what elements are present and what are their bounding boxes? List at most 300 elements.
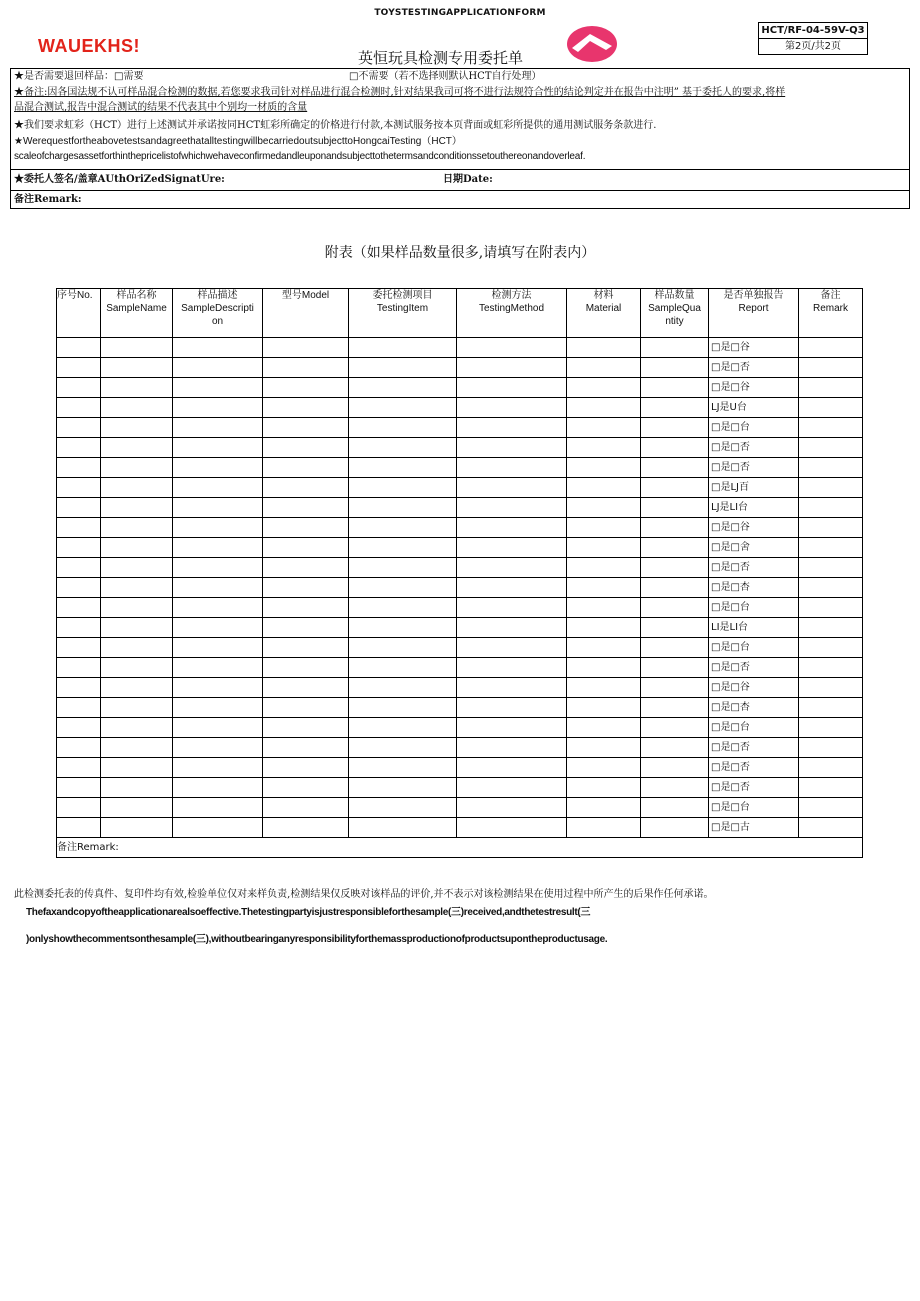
table-cell[interactable] xyxy=(641,818,709,838)
table-cell[interactable] xyxy=(57,418,101,438)
table-cell[interactable] xyxy=(641,538,709,558)
table-row xyxy=(57,618,863,638)
table-cell[interactable] xyxy=(57,518,101,538)
table-remark-row xyxy=(57,838,863,858)
table-cell[interactable] xyxy=(173,698,263,718)
table-cell[interactable] xyxy=(457,598,567,618)
table-cell[interactable] xyxy=(457,498,567,518)
report-checkbox-option[interactable]: LI是LI台 xyxy=(709,618,799,638)
report-checkbox-option[interactable]: □是□否 xyxy=(709,658,799,678)
request-en-1: ★WerequestfortheabovetestsandagreethatalltestingwillbecarriedoutsubjecttoHongcaiTesting（HCT） xyxy=(14,136,462,147)
table-cell[interactable] xyxy=(349,378,457,398)
column-header: 是否单独报告 Report xyxy=(709,289,799,338)
table-cell[interactable] xyxy=(641,758,709,778)
table-cell[interactable] xyxy=(263,418,349,438)
request-en-2: scaleofchargesassetforthinthepricelistofwhichwehaveconfirmedandleuponandsubjecttothetermsandconditionssetouthereonandoverleaf. xyxy=(14,151,586,162)
table-cell[interactable] xyxy=(457,738,567,758)
table-row xyxy=(57,358,863,378)
table-cell[interactable] xyxy=(57,458,101,478)
table-cell[interactable] xyxy=(799,778,863,798)
table-cell[interactable] xyxy=(799,578,863,598)
table-cell[interactable] xyxy=(641,578,709,598)
table-cell[interactable] xyxy=(567,478,641,498)
table-cell[interactable] xyxy=(567,818,641,838)
table-cell[interactable] xyxy=(349,638,457,658)
table-cell[interactable] xyxy=(173,598,263,618)
table-cell[interactable] xyxy=(101,338,173,358)
table-cell[interactable] xyxy=(457,358,567,378)
table-cell[interactable] xyxy=(349,738,457,758)
table-cell[interactable] xyxy=(57,538,101,558)
table-cell[interactable] xyxy=(101,798,173,818)
table-cell[interactable] xyxy=(173,478,263,498)
report-checkbox-option[interactable]: □是□否 xyxy=(709,758,799,778)
table-cell[interactable] xyxy=(349,698,457,718)
table-cell[interactable] xyxy=(641,678,709,698)
column-header: 型号Model xyxy=(263,289,349,338)
table-cell[interactable] xyxy=(641,778,709,798)
table-cell[interactable] xyxy=(457,398,567,418)
table-cell[interactable] xyxy=(263,638,349,658)
table-cell[interactable] xyxy=(349,618,457,638)
report-checkbox-option[interactable]: □是□谷 xyxy=(709,378,799,398)
table-remark-field[interactable]: 备注Remark: xyxy=(57,838,863,858)
signature-field[interactable]: ★委托人签名/盖章AUthOriZedSignatUre: xyxy=(14,174,225,185)
table-cell[interactable] xyxy=(173,538,263,558)
form-title: TOYSTESTINGAPPLICATIONFORM xyxy=(374,8,546,18)
table-cell[interactable] xyxy=(799,398,863,418)
table-cell[interactable] xyxy=(799,798,863,818)
table-row xyxy=(57,378,863,398)
table-cell[interactable] xyxy=(457,678,567,698)
column-header: 样品名称 SampleName xyxy=(101,289,173,338)
table-cell[interactable] xyxy=(57,658,101,678)
table-cell[interactable] xyxy=(641,438,709,458)
table-row xyxy=(57,698,863,718)
table-cell[interactable] xyxy=(101,678,173,698)
table-row xyxy=(57,638,863,658)
table-cell[interactable] xyxy=(57,618,101,638)
table-cell[interactable] xyxy=(457,718,567,738)
table-row xyxy=(57,718,863,738)
table-cell[interactable] xyxy=(263,658,349,678)
column-header: 样品描述 SampleDescripti on xyxy=(173,289,263,338)
column-header: 材料 Material xyxy=(567,289,641,338)
report-checkbox-option[interactable]: □是□否 xyxy=(709,738,799,758)
table-cell[interactable] xyxy=(799,438,863,458)
table-cell[interactable] xyxy=(263,398,349,418)
table-cell[interactable] xyxy=(641,638,709,658)
return-sample-option[interactable]: ★是否需要退回样品：□需要 xyxy=(14,71,144,82)
table-cell[interactable] xyxy=(173,738,263,758)
table-cell[interactable] xyxy=(567,358,641,378)
table-cell[interactable] xyxy=(57,338,101,358)
date-field[interactable]: 日期Date: xyxy=(443,174,493,185)
table-row xyxy=(57,398,863,418)
table-cell[interactable] xyxy=(173,618,263,638)
table-cell[interactable] xyxy=(57,378,101,398)
table-cell[interactable] xyxy=(263,618,349,638)
table-cell[interactable] xyxy=(263,698,349,718)
table-cell[interactable] xyxy=(101,778,173,798)
table-cell[interactable] xyxy=(57,558,101,578)
table-cell[interactable] xyxy=(349,438,457,458)
table-row xyxy=(57,798,863,818)
table-row xyxy=(57,658,863,678)
footer-cn: 此检测委托表的传真件、复印件均有效,检验单位仅对来样负责,检测结果仅反映对该样品的评价,并不表示对该检测结果在使用过程中所产生的后果作任何承诺。 xyxy=(14,889,714,900)
table-row xyxy=(57,438,863,458)
table-cell[interactable] xyxy=(57,478,101,498)
table-cell[interactable] xyxy=(101,698,173,718)
table-cell[interactable] xyxy=(641,658,709,678)
table-cell[interactable] xyxy=(57,778,101,798)
table-row xyxy=(57,458,863,478)
table-cell[interactable] xyxy=(101,658,173,678)
table-cell[interactable] xyxy=(263,718,349,738)
table-cell[interactable] xyxy=(173,498,263,518)
table-cell[interactable] xyxy=(349,658,457,678)
report-checkbox-option[interactable]: □是□否 xyxy=(709,558,799,578)
table-cell[interactable] xyxy=(263,558,349,578)
table-cell[interactable] xyxy=(457,638,567,658)
table-cell[interactable] xyxy=(641,698,709,718)
table-cell[interactable] xyxy=(567,458,641,478)
table-cell[interactable] xyxy=(349,398,457,418)
table-cell[interactable] xyxy=(263,738,349,758)
note-line-1: ★备注:因各国法规不认可样品混合检测的数据,若您要求我司针对样品进行混合检测时,针对结果我司可将不进行法规符合性的结论判定并在报告中注明” 基于委托人的要求,将样 xyxy=(14,87,786,98)
table-cell[interactable] xyxy=(263,798,349,818)
table-cell[interactable] xyxy=(799,658,863,678)
table-cell[interactable] xyxy=(173,658,263,678)
table-cell[interactable] xyxy=(567,698,641,718)
table-cell[interactable] xyxy=(641,358,709,378)
table-row xyxy=(57,678,863,698)
table-cell[interactable] xyxy=(567,338,641,358)
table-cell[interactable] xyxy=(101,458,173,478)
report-checkbox-option[interactable]: □是□台 xyxy=(709,798,799,818)
table-cell[interactable] xyxy=(457,538,567,558)
table-cell[interactable] xyxy=(57,438,101,458)
table-cell[interactable] xyxy=(349,358,457,378)
table-cell[interactable] xyxy=(173,458,263,478)
table-cell[interactable] xyxy=(349,518,457,538)
table-cell[interactable] xyxy=(567,538,641,558)
table-cell[interactable] xyxy=(263,598,349,618)
table-cell[interactable] xyxy=(799,498,863,518)
table-cell[interactable] xyxy=(349,338,457,358)
table-cell[interactable] xyxy=(641,398,709,418)
table-cell[interactable] xyxy=(641,378,709,398)
table-cell[interactable] xyxy=(641,618,709,638)
table-cell[interactable] xyxy=(349,798,457,818)
table-cell[interactable] xyxy=(799,758,863,778)
table-cell[interactable] xyxy=(349,538,457,558)
table-cell[interactable] xyxy=(641,518,709,538)
table-cell[interactable] xyxy=(349,498,457,518)
table-cell[interactable] xyxy=(567,558,641,578)
report-checkbox-option[interactable]: □是□谷 xyxy=(709,678,799,698)
table-cell[interactable] xyxy=(263,338,349,358)
report-checkbox-option[interactable]: □是□台 xyxy=(709,598,799,618)
table-cell[interactable] xyxy=(263,758,349,778)
table-cell[interactable] xyxy=(349,558,457,578)
table-cell[interactable] xyxy=(263,478,349,498)
report-checkbox-option[interactable]: □是□否 xyxy=(709,778,799,798)
table-row xyxy=(57,478,863,498)
table-cell[interactable] xyxy=(349,458,457,478)
table-cell[interactable] xyxy=(101,418,173,438)
table-cell[interactable] xyxy=(263,578,349,598)
column-header: 委托检测项目 TestingItem xyxy=(349,289,457,338)
table-cell[interactable] xyxy=(101,518,173,538)
table-cell[interactable] xyxy=(57,578,101,598)
table-cell[interactable] xyxy=(457,758,567,778)
table-cell[interactable] xyxy=(799,378,863,398)
table-cell[interactable] xyxy=(349,418,457,438)
table-cell[interactable] xyxy=(799,418,863,438)
table-cell[interactable] xyxy=(101,558,173,578)
table-cell[interactable] xyxy=(641,558,709,578)
table-cell[interactable] xyxy=(799,738,863,758)
table-cell[interactable] xyxy=(101,618,173,638)
table-cell[interactable] xyxy=(457,658,567,678)
table-cell[interactable] xyxy=(101,598,173,618)
table-cell[interactable] xyxy=(641,718,709,738)
table-cell[interactable] xyxy=(173,438,263,458)
table-cell[interactable] xyxy=(349,578,457,598)
report-checkbox-option[interactable]: LJ是U台 xyxy=(709,398,799,418)
column-header: 检测方法 TestingMethod xyxy=(457,289,567,338)
table-cell[interactable] xyxy=(101,498,173,518)
table-cell[interactable] xyxy=(567,658,641,678)
table-cell[interactable] xyxy=(641,798,709,818)
table-cell[interactable] xyxy=(567,438,641,458)
table-cell[interactable] xyxy=(101,718,173,738)
table-cell[interactable] xyxy=(641,498,709,518)
table-cell[interactable] xyxy=(57,678,101,698)
table-cell[interactable] xyxy=(101,478,173,498)
table-cell[interactable] xyxy=(567,718,641,738)
table-cell[interactable] xyxy=(173,818,263,838)
table-cell[interactable] xyxy=(567,778,641,798)
table-cell[interactable] xyxy=(799,598,863,618)
table-cell[interactable] xyxy=(349,758,457,778)
table-cell[interactable] xyxy=(101,738,173,758)
report-checkbox-option[interactable]: □是□台 xyxy=(709,718,799,738)
table-cell[interactable] xyxy=(173,378,263,398)
table-cell[interactable] xyxy=(457,338,567,358)
table-cell[interactable] xyxy=(173,678,263,698)
table-cell[interactable] xyxy=(173,758,263,778)
table-cell[interactable] xyxy=(799,458,863,478)
table-cell[interactable] xyxy=(263,458,349,478)
table-cell[interactable] xyxy=(263,818,349,838)
table-cell[interactable] xyxy=(101,438,173,458)
table-cell[interactable] xyxy=(349,778,457,798)
table-cell[interactable] xyxy=(799,518,863,538)
table-cell[interactable] xyxy=(263,778,349,798)
table-cell[interactable] xyxy=(567,678,641,698)
report-checkbox-option[interactable]: □是□杏 xyxy=(709,578,799,598)
table-cell[interactable] xyxy=(101,538,173,558)
table-cell[interactable] xyxy=(641,418,709,438)
table-cell[interactable] xyxy=(457,558,567,578)
table-cell[interactable] xyxy=(567,578,641,598)
table-cell[interactable] xyxy=(457,798,567,818)
table-cell[interactable] xyxy=(567,738,641,758)
brand-logo-text: WAUEKHS! xyxy=(38,36,140,56)
table-cell[interactable] xyxy=(263,498,349,518)
table-cell[interactable] xyxy=(173,578,263,598)
report-checkbox-option[interactable]: □是□否 xyxy=(709,458,799,478)
table-cell[interactable] xyxy=(567,638,641,658)
table-cell[interactable] xyxy=(173,338,263,358)
table-cell[interactable] xyxy=(567,518,641,538)
table-cell[interactable] xyxy=(457,778,567,798)
report-checkbox-option[interactable]: □是□古 xyxy=(709,818,799,838)
table-cell[interactable] xyxy=(799,338,863,358)
table-cell[interactable] xyxy=(349,718,457,738)
table-cell[interactable] xyxy=(567,598,641,618)
table-row xyxy=(57,538,863,558)
table-cell[interactable] xyxy=(349,818,457,838)
company-logo-icon xyxy=(566,24,618,64)
table-cell[interactable] xyxy=(641,458,709,478)
footer-en-2: )onlyshowthecommentsonthesample(三),withoutbearinganyresponsibilityforthemassproductionofproductsupontheproductusage. xyxy=(26,934,608,945)
report-checkbox-option[interactable]: □是□否 xyxy=(709,438,799,458)
table-cell[interactable] xyxy=(173,778,263,798)
table-cell[interactable] xyxy=(101,638,173,658)
table-cell[interactable] xyxy=(101,818,173,838)
table-row xyxy=(57,738,863,758)
table-cell[interactable] xyxy=(799,618,863,638)
table-row xyxy=(57,818,863,838)
table-cell[interactable] xyxy=(57,598,101,618)
report-checkbox-option[interactable]: □是□谷 xyxy=(709,518,799,538)
table-cell[interactable] xyxy=(101,578,173,598)
table-row xyxy=(57,778,863,798)
table-cell[interactable] xyxy=(173,638,263,658)
table-cell[interactable] xyxy=(567,418,641,438)
table-cell[interactable] xyxy=(173,718,263,738)
table-header-row xyxy=(57,289,863,338)
table-cell[interactable] xyxy=(57,738,101,758)
table-cell[interactable] xyxy=(799,538,863,558)
table-cell[interactable] xyxy=(349,678,457,698)
table-cell[interactable] xyxy=(263,438,349,458)
report-checkbox-option[interactable]: □是LJ百 xyxy=(709,478,799,498)
doc-number-box xyxy=(758,22,868,55)
table-cell[interactable] xyxy=(799,818,863,838)
table-cell[interactable] xyxy=(57,818,101,838)
table-cell[interactable] xyxy=(799,638,863,658)
table-cell[interactable] xyxy=(263,678,349,698)
table-cell[interactable] xyxy=(457,618,567,638)
request-cn: ★我们要求虹彩（HCT）进行上述测试并承诺按同HCT虹彩所确定的价格进行付款,本测试服务按本页背面或虹彩所提供的通用测试服务条款进行. xyxy=(14,120,657,131)
table-row xyxy=(57,598,863,618)
footer-en-1: Thefaxandcopyoftheapplicationarealsoeffective.Thetestingpartyisjustresponsibleforthesample(三)received,andthetestresult(三 xyxy=(26,907,591,918)
table-cell[interactable] xyxy=(101,358,173,378)
table-cell[interactable] xyxy=(799,718,863,738)
table-row xyxy=(57,578,863,598)
table-cell[interactable] xyxy=(567,498,641,518)
table-cell[interactable] xyxy=(57,718,101,738)
report-checkbox-option[interactable]: □是□舍 xyxy=(709,538,799,558)
column-header: 备注 Remark xyxy=(799,289,863,338)
table-cell[interactable] xyxy=(101,398,173,418)
report-checkbox-option[interactable]: □是□谷 xyxy=(709,338,799,358)
report-checkbox-option[interactable]: □是□台 xyxy=(709,638,799,658)
table-cell[interactable] xyxy=(799,358,863,378)
header-remark-field[interactable]: 备注Remark: xyxy=(14,194,82,205)
table-cell[interactable] xyxy=(641,598,709,618)
table-cell[interactable] xyxy=(349,478,457,498)
table-cell[interactable] xyxy=(57,398,101,418)
appendix-title: 附表（如果样品数量很多,请填写在附表内） xyxy=(324,245,596,261)
table-cell[interactable] xyxy=(457,418,567,438)
table-cell[interactable] xyxy=(57,758,101,778)
table-cell[interactable] xyxy=(263,518,349,538)
report-checkbox-option[interactable]: □是□杏 xyxy=(709,698,799,718)
table-cell[interactable] xyxy=(57,358,101,378)
table-cell[interactable] xyxy=(457,378,567,398)
table-cell[interactable] xyxy=(101,758,173,778)
table-cell[interactable] xyxy=(349,598,457,618)
table-cell[interactable] xyxy=(641,478,709,498)
table-cell[interactable] xyxy=(641,338,709,358)
table-cell[interactable] xyxy=(799,698,863,718)
table-cell[interactable] xyxy=(799,478,863,498)
table-cell[interactable] xyxy=(263,378,349,398)
table-cell[interactable] xyxy=(173,798,263,818)
table-cell[interactable] xyxy=(567,378,641,398)
table-cell[interactable] xyxy=(173,558,263,578)
report-checkbox-option[interactable]: □是□否 xyxy=(709,358,799,378)
table-cell[interactable] xyxy=(263,538,349,558)
table-cell[interactable] xyxy=(457,438,567,458)
report-checkbox-option[interactable]: LJ是LI台 xyxy=(709,498,799,518)
no-return-option[interactable]: □不需要（若不选择则默认HCT自行处理） xyxy=(349,71,542,82)
table-cell[interactable] xyxy=(173,358,263,378)
table-cell[interactable] xyxy=(57,698,101,718)
table-cell[interactable] xyxy=(263,358,349,378)
table-cell[interactable] xyxy=(457,698,567,718)
table-cell[interactable] xyxy=(457,478,567,498)
table-cell[interactable] xyxy=(799,558,863,578)
table-cell[interactable] xyxy=(173,398,263,418)
table-cell[interactable] xyxy=(457,578,567,598)
table-cell[interactable] xyxy=(457,458,567,478)
table-cell[interactable] xyxy=(173,518,263,538)
table-cell[interactable] xyxy=(567,798,641,818)
table-cell[interactable] xyxy=(567,758,641,778)
table-row xyxy=(57,338,863,358)
table-cell[interactable] xyxy=(641,738,709,758)
table-cell[interactable] xyxy=(799,678,863,698)
table-cell[interactable] xyxy=(57,638,101,658)
table-cell[interactable] xyxy=(57,498,101,518)
table-cell[interactable] xyxy=(567,398,641,418)
table-cell[interactable] xyxy=(57,798,101,818)
table-cell[interactable] xyxy=(457,818,567,838)
table-cell[interactable] xyxy=(173,418,263,438)
header-box xyxy=(10,68,910,209)
table-cell[interactable] xyxy=(457,518,567,538)
report-checkbox-option[interactable]: □是□台 xyxy=(709,418,799,438)
column-header: 序号No. xyxy=(57,289,101,338)
table-cell[interactable] xyxy=(101,378,173,398)
table-cell[interactable] xyxy=(567,618,641,638)
